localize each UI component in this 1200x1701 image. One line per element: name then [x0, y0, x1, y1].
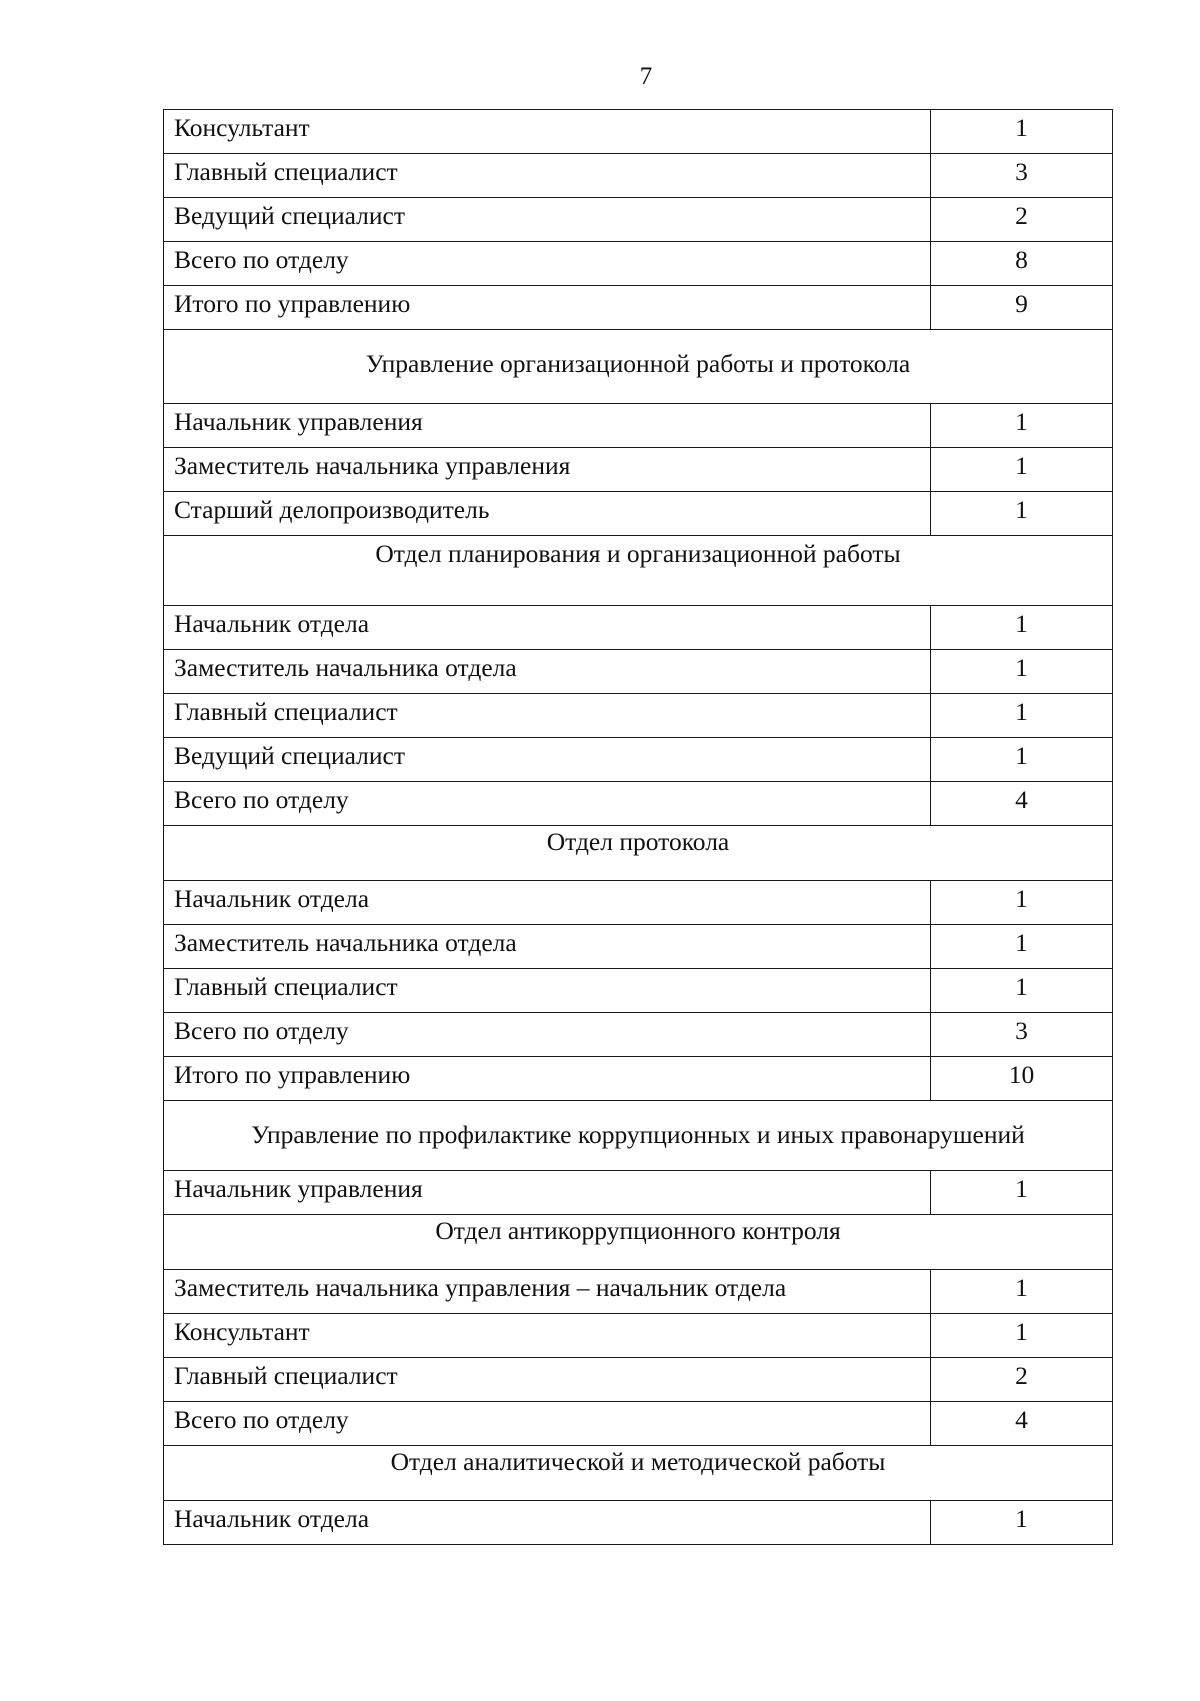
position-count: 1: [931, 925, 1113, 969]
position-count: 1: [931, 110, 1113, 154]
table-row: [164, 881, 1113, 925]
position-count: 2: [931, 1358, 1113, 1402]
table-row: [164, 925, 1113, 969]
table-row: [164, 110, 1113, 154]
table-row: [164, 154, 1113, 198]
position-count: 1: [931, 1171, 1113, 1215]
table-row: [164, 198, 1113, 242]
position-title: Всего по отделу: [164, 242, 931, 286]
position-title: Заместитель начальника управления: [164, 448, 931, 492]
section-header-row: [164, 330, 1113, 404]
table-row: [164, 286, 1113, 330]
position-count: 1: [931, 1314, 1113, 1358]
position-title: Начальник отдела: [164, 1501, 931, 1545]
staffing-table-body: [164, 110, 1113, 1545]
page-number: 7: [639, 63, 653, 90]
table-row: [164, 969, 1113, 1013]
section-header-row: [164, 1446, 1113, 1501]
position-count: 1: [931, 969, 1113, 1013]
position-title: Старший делопроизводитель: [164, 492, 931, 536]
position-title: Заместитель начальника управления – начальник отдела: [164, 1270, 931, 1314]
position-count: 1: [931, 650, 1113, 694]
table-row: [164, 404, 1113, 448]
table-row: [164, 1057, 1113, 1101]
position-title: Главный специалист: [164, 1358, 931, 1402]
position-count: 1: [931, 606, 1113, 650]
table-row: [164, 694, 1113, 738]
position-count: 1: [931, 404, 1113, 448]
section-title: Управление организационной работы и протокола: [164, 330, 1113, 404]
section-title: Отдел антикоррупционного контроля: [164, 1215, 1113, 1270]
position-title: Итого по управлению: [164, 286, 931, 330]
position-title: Ведущий специалист: [164, 738, 931, 782]
position-title: Главный специалист: [164, 154, 931, 198]
position-count: 1: [931, 448, 1113, 492]
table-row: [164, 606, 1113, 650]
position-count: 4: [931, 782, 1113, 826]
section-header-row: [164, 1101, 1113, 1171]
position-title: Начальник отдела: [164, 606, 931, 650]
table-row: [164, 1402, 1113, 1446]
table-row: [164, 1358, 1113, 1402]
position-count: 8: [931, 242, 1113, 286]
table-row: [164, 1314, 1113, 1358]
position-title: Главный специалист: [164, 694, 931, 738]
section-header-row: [164, 826, 1113, 881]
section-title: Отдел протокола: [164, 826, 1113, 881]
position-count: 1: [931, 1270, 1113, 1314]
position-count: 1: [931, 1501, 1113, 1545]
position-count: 3: [931, 1013, 1113, 1057]
position-title: Заместитель начальника отдела: [164, 650, 931, 694]
position-title: Начальник отдела: [164, 881, 931, 925]
section-title: Управление по профилактике коррупционных и иных правонарушений: [164, 1101, 1113, 1171]
position-title: Консультант: [164, 110, 931, 154]
table-row: [164, 242, 1113, 286]
position-count: 1: [931, 738, 1113, 782]
table-row: [164, 1013, 1113, 1057]
position-count: 4: [931, 1402, 1113, 1446]
position-title: Всего по отделу: [164, 1013, 931, 1057]
table-row: [164, 650, 1113, 694]
table-row: [164, 782, 1113, 826]
position-count: 1: [931, 881, 1113, 925]
position-count: 2: [931, 198, 1113, 242]
position-title: Заместитель начальника отдела: [164, 925, 931, 969]
position-title: Всего по отделу: [164, 1402, 931, 1446]
section-title: Отдел аналитической и методической работы: [164, 1446, 1113, 1501]
staffing-table: [163, 109, 1113, 1545]
position-title: Всего по отделу: [164, 782, 931, 826]
position-title: Начальник управления: [164, 404, 931, 448]
table-row: [164, 448, 1113, 492]
section-header-row: [164, 1215, 1113, 1270]
position-count: 10: [931, 1057, 1113, 1101]
table-row: [164, 1501, 1113, 1545]
table-row: [164, 738, 1113, 782]
position-title: Итого по управлению: [164, 1057, 931, 1101]
section-header-row: [164, 536, 1113, 606]
table-row: [164, 1171, 1113, 1215]
section-title: Отдел планирования и организационной работы: [164, 536, 1113, 606]
position-title: Консультант: [164, 1314, 931, 1358]
position-count: 3: [931, 154, 1113, 198]
position-count: 1: [931, 694, 1113, 738]
position-title: Главный специалист: [164, 969, 931, 1013]
position-count: 1: [931, 492, 1113, 536]
position-title: Ведущий специалист: [164, 198, 931, 242]
position-title: Начальник управления: [164, 1171, 931, 1215]
table-row: [164, 492, 1113, 536]
table-row: [164, 1270, 1113, 1314]
position-count: 9: [931, 286, 1113, 330]
